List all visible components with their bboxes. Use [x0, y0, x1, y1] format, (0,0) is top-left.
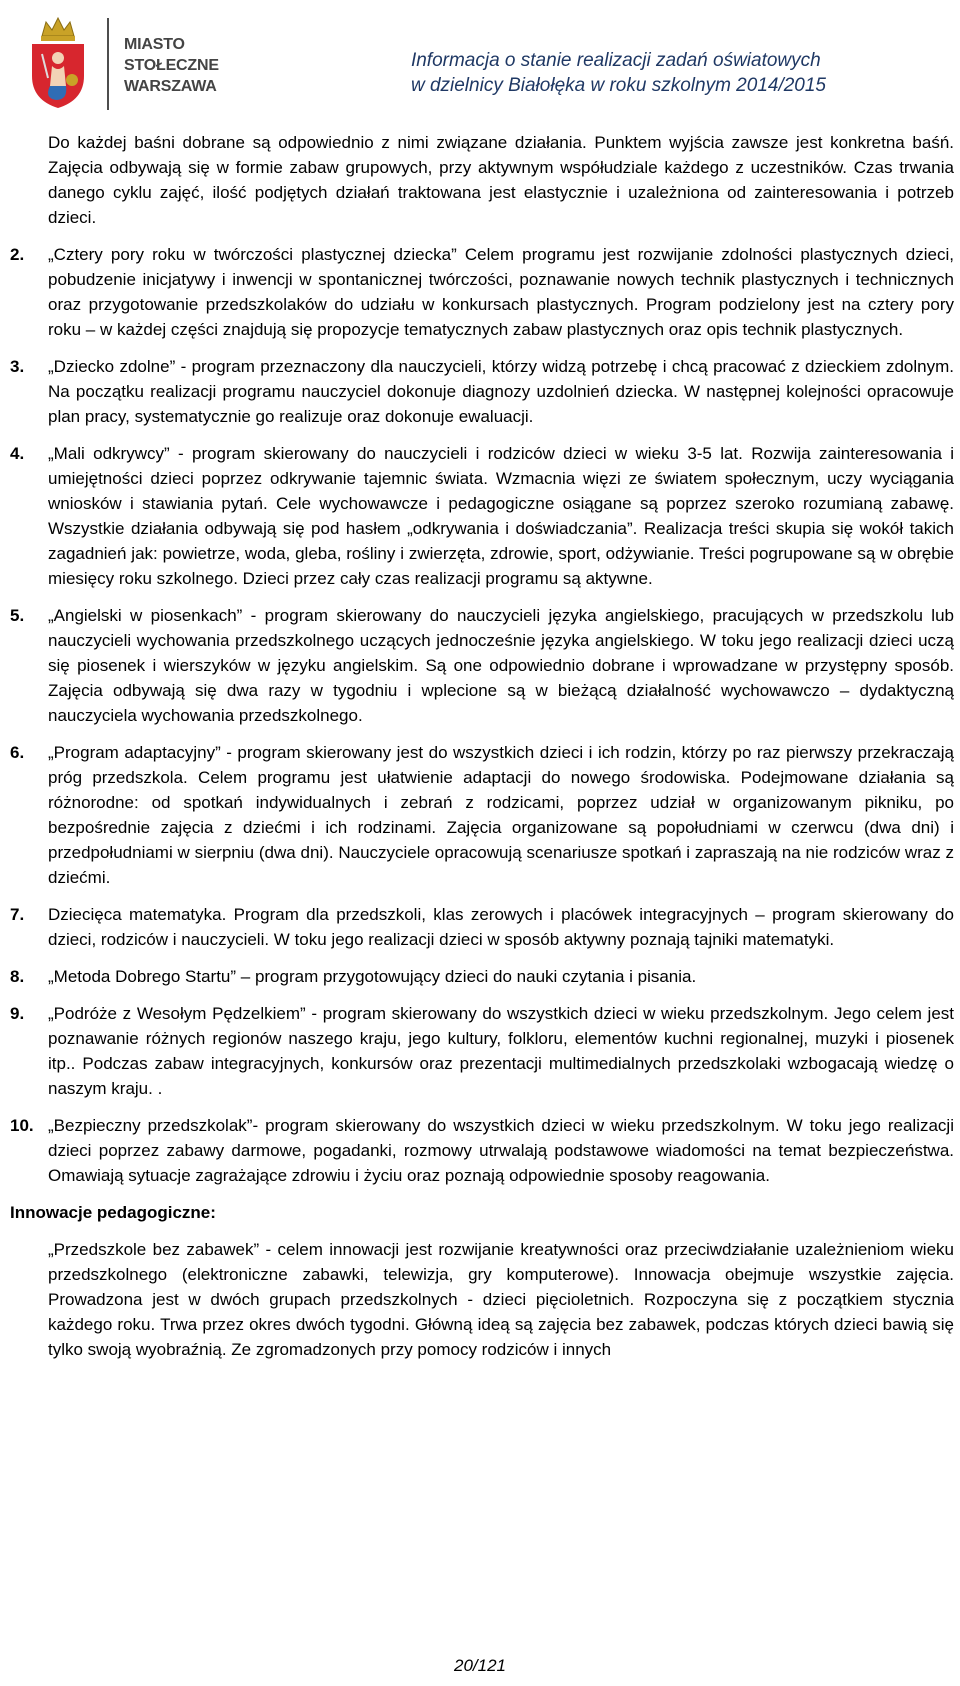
list-item-text: Dziecięca matematyka. Program dla przedszkoli, klas zerowych i placówek integracyjnych – program skierowany do dzieci, rodziców i nauczycieli. W toku jego realizacji dzieci w sposób aktywny poznają tajniki matematyki. — [48, 905, 954, 949]
page-number: 20/121 — [454, 1656, 506, 1675]
list-item — [10, 964, 954, 989]
list-item-number: 4. — [10, 444, 25, 463]
list-item — [10, 740, 954, 890]
warsaw-coat-of-arms-icon — [28, 14, 88, 110]
innovation-paragraph: „Przedszkole bez zabawek” - celem innowacji jest rozwijanie kreatywności oraz przeciwdziałanie uzależnieniom wieku przedszkolnego (elektroniczne zabawki, telewizja, gry komputerowe). Innowacja obejmuje wszystkie zajęcia. Prowadzona jest w dwóch grupach przedszkolnych - dzieci pięcioletnich. Rozpoczyna się z początkiem stycznia każdego roku. Trwa przez okres dwóch tygodni. Główną ideą są zajęcia bez zabawek, podczas których dzieci bawią się tylko swoją wyobraźnią. Ze zgromadzonych przy pomocy rodziców i innych — [48, 1240, 954, 1359]
list-item-text: „Angielski w piosenkach” - program skierowany do nauczycieli języka angielskiego, pracujących w przedszkolu lub nauczycieli wychowania przedszkolnego uczących jednocześnie języka angielskiego. W toku jego realizacji dzieci uczą się piosenek i wierszyków w języku angielskim. Są one odpowiednio dobrane i wprowadzane w przystępny sposób. Zajęcia odbywają się dwa razy w tygodniu i wplecione są w bieżącą działalność wychowawczo – dydaktyczną nauczyciela wychowania przedszkolnego. — [48, 606, 954, 725]
list-item — [10, 603, 954, 728]
list-item-text: „Program adaptacyjny” - program skierowany jest do wszystkich dzieci i ich rodzin, którzy po raz pierwszy przekraczają próg przedszkola. Celem programu jest ułatwienie adaptacji do nowego środowiska. Podejmowane działania są różnorodne: od spotkań indywidualnych i zebrań z rodzicami, poprzez udział w organizowanym pikniku, po bezpośrednie zajęcia z dziećmi i ich rodzinami. Zajęcia organizowane są popołudniami w czerwcu (dwa dni) i przedpołudniami w sierpniu (dwa dni). Nauczyciele opracowują scenariusze spotkań i zapraszają na nie rodziców wraz z dziećmi. — [48, 743, 954, 887]
list-item-number: 2. — [10, 245, 25, 264]
section-heading: Innowacje pedagogiczne: — [10, 1203, 216, 1222]
report-title — [411, 48, 826, 98]
program-list — [10, 242, 954, 1188]
intro-paragraph: Do każdej baśni dobrane są odpowiednio z nimi związane działania. Punktem wyjścia zawsze jest konkretna baśń. Zajęcia odbywają się w formie zabaw grupowych, przy aktywnym współudziale każdego z uczestników. Czas trwania danego cyklu zajęć, ilość podjętych działań traktowana jest elastycznie i uzależniona od zainteresowania i potrzeb dzieci. — [48, 133, 954, 227]
list-item — [10, 242, 954, 342]
list-item — [10, 1001, 954, 1101]
list-item-number: 7. — [10, 905, 25, 924]
list-item-number: 5. — [10, 606, 25, 625]
list-item — [10, 354, 954, 429]
list-item-number: 10. — [10, 1116, 34, 1135]
list-item-text: „Metoda Dobrego Startu” – program przygotowujący dzieci do nauki czytania i pisania. — [48, 967, 697, 986]
logo-divider — [107, 18, 109, 110]
list-item-number: 8. — [10, 967, 25, 986]
list-item — [10, 902, 954, 952]
page-header — [0, 0, 960, 120]
list-item-text: „Cztery pory roku w twórczości plastycznej dziecka” Celem programu jest rozwijanie zdolności plastycznych dzieci, pobudzenie inicjatywy i inwencji w spontanicznej twórczości, poznawanie nowych technik plastycznych i technicznych oraz przygotowanie przedszkolaków do udziału w konkursach plastycznych. Program podzielony jest na cztery pory roku – w każdej części znajdują się propozycje tematycznych zabaw plastycznych oraz opis technik plastycznych. — [48, 245, 954, 339]
report-title-line2: w dzielnicy Białołęka w roku szkolnym 2014/2015 — [410, 75, 826, 96]
list-item — [10, 1113, 954, 1188]
city-name-line: MIASTO — [124, 36, 185, 53]
list-item-number: 6. — [10, 743, 25, 762]
list-item-text: „Podróże z Wesołym Pędzelkiem” - program skierowany do wszystkich dzieci w wieku przedszkolnym. Jego celem jest poznawanie różnych regionów naszego kraju, jego kultury, folkloru, elementów kuchni regionalnej, muzyki i piosenek itp.. Podczas zabaw integracyjnych, konkursów oraz prezentacji multimedialnych przedszkolaki wzbogacają wiedzę o naszym kraju. . — [48, 1004, 954, 1098]
city-name-line: WARSZAWA — [124, 78, 217, 95]
report-title-line1: Informacja o stanie realizacji zadań oświatowych — [410, 50, 821, 71]
city-name — [124, 34, 219, 97]
list-item-text: „Bezpieczny przedszkolak”- program skierowany do wszystkich dzieci w wieku przedszkolnym. W toku jego realizacji dzieci poprzez zabawy darmowe, pogadanki, rozmowy utrwalają podstawowe wiadomości na temat bezpieczeństwa. Omawiają sytuacje zagrażające zdrowiu i życiu oraz poznają odpowiednie sposoby reagowania. — [48, 1116, 954, 1185]
list-item-text: „Mali odkrywcy” - program skierowany do nauczycieli i rodziców dzieci w wieku 3-5 lat. Rozwija zainteresowania i umiejętności dzieci poprzez odkrywanie tajemnic świata. Wzmacnia więzi ze światem społecznym, uczy wyciągania wniosków i stawiania pytań. Cele wychowawcze i pedagogiczne osiągane są poprzez szeroko rozumianą zabawę. Wszystkie działania odbywają się pod hasłem „odkrywania i doświadczania”. Realizacja treści skupia się wokół takich zagadnień jak: powietrze, woda, gleba, rośliny i zwierzęta, zdrowie, sport, odżywianie. Treści pogrupowane są w obrębie miesięcy roku szkolnego. Dzieci przez cały czas realizacji programu są aktywne. — [48, 444, 954, 588]
list-item — [10, 441, 954, 591]
city-name-line: STOŁECZNE — [124, 57, 219, 74]
document-body — [10, 130, 954, 1362]
list-item-text: „Dziecko zdolne” - program przeznaczony dla nauczycieli, którzy widzą potrzebę i chcą pracować z dzieckiem zdolnym. Na początku realizacji programu nauczyciel dokonuje diagnozy uzdolnień dziecka. W następnej kolejności opracowuje plan pracy, systematycznie go realizuje oraz dokonuje ewaluacji. — [48, 357, 954, 426]
list-item-number: 3. — [10, 357, 25, 376]
list-item-number: 9. — [10, 1004, 25, 1023]
